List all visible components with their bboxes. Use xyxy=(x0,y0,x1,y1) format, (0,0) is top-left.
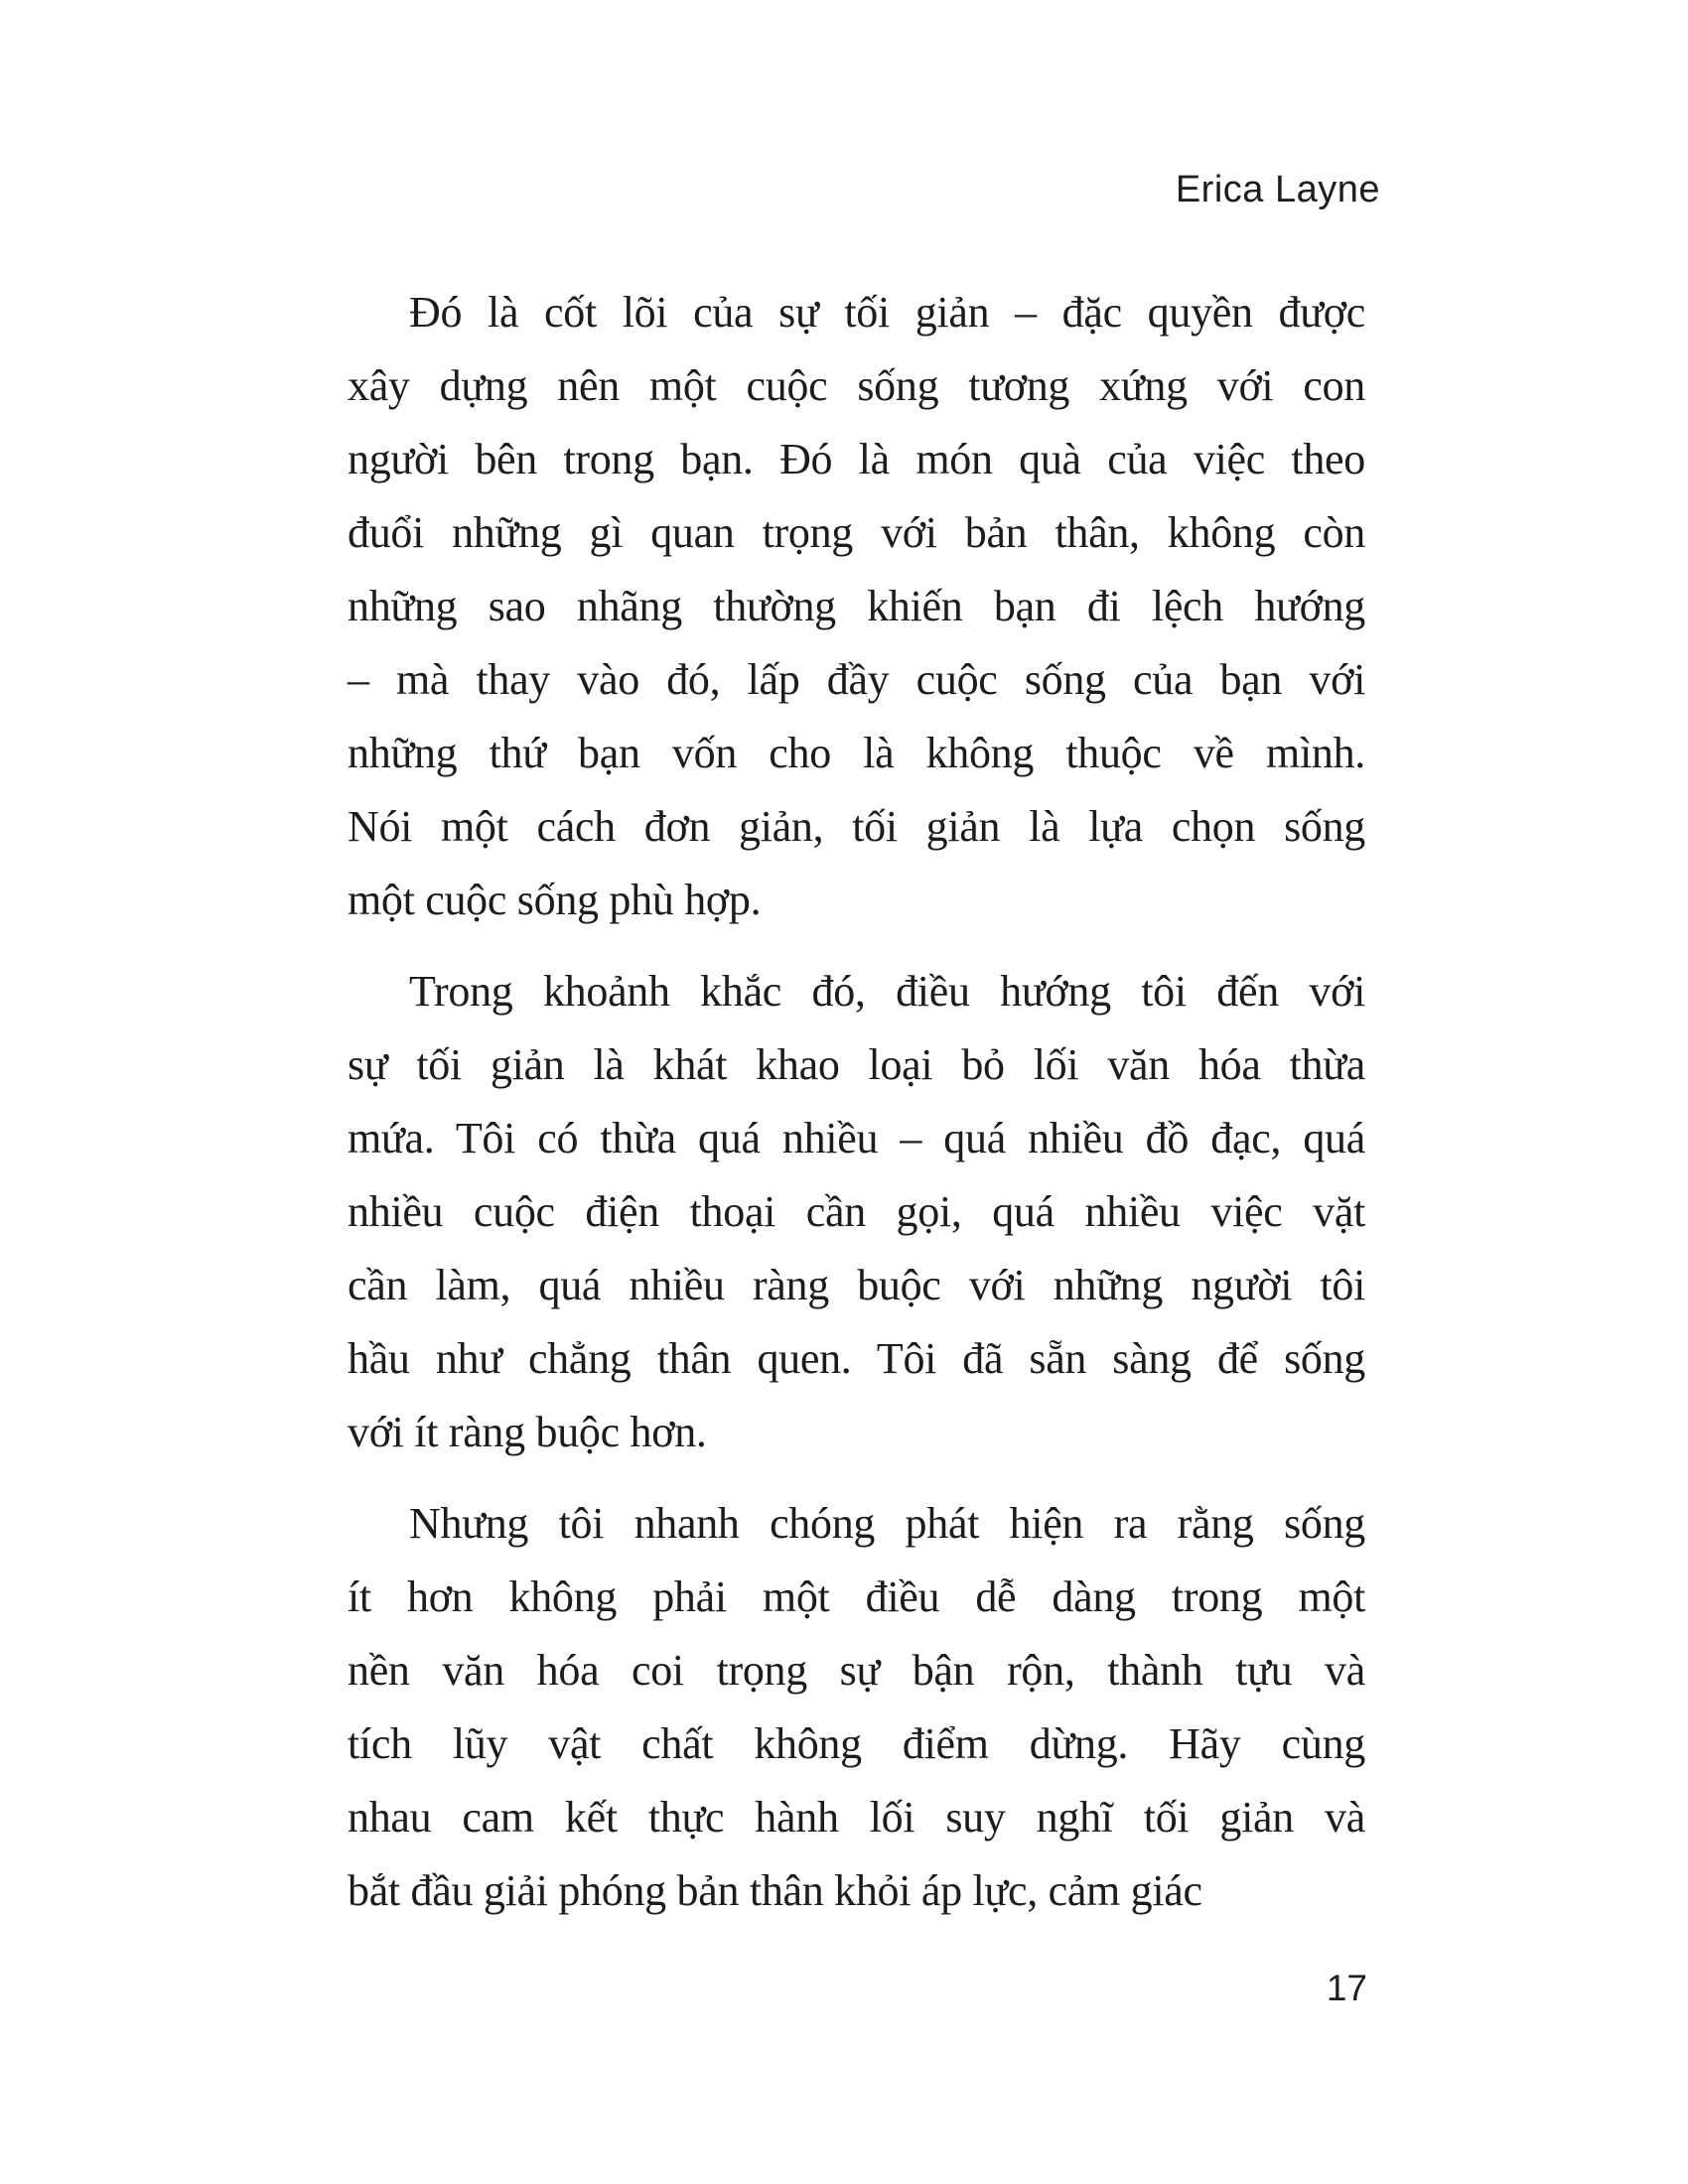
text-line: những sao nhãng thường khiến bạn đi lệch hướng xyxy=(348,582,1365,630)
text-line: – mà thay vào đó, lấp đầy cuộc sống của bạn với xyxy=(348,655,1365,704)
text-line: ít hơn không phải một điều dễ dàng trong một xyxy=(348,1572,1365,1621)
text-line: Trong khoảnh khắc đó, điều hướng tôi đến với xyxy=(409,967,1365,1016)
text-line: đuổi những gì quan trọng với bản thân, không còn xyxy=(348,508,1365,557)
text-line: sự tối giản là khát khao loại bỏ lối văn hóa thừa xyxy=(348,1040,1365,1089)
text-line: nhau cam kết thực hành lối suy nghĩ tối giản và xyxy=(348,1793,1365,1842)
text-line: Nhưng tôi nhanh chóng phát hiện ra rằng sống xyxy=(409,1499,1365,1548)
text-line: nền văn hóa coi trọng sự bận rộn, thành tựu và xyxy=(348,1646,1365,1695)
text-line: bắt đầu giải phóng bản thân khỏi áp lực, cảm giác xyxy=(348,1866,1202,1915)
text-line: một cuộc sống phù hợp. xyxy=(348,876,762,924)
page-number: 17 xyxy=(1326,1968,1367,2008)
text-line: xây dựng nên một cuộc sống tương xứng với con xyxy=(348,361,1365,410)
text-line: cần làm, quá nhiều ràng buộc với những người tôi xyxy=(348,1261,1365,1309)
text-line: Đó là cốt lõi của sự tối giản – đặc quyền được xyxy=(409,288,1365,337)
paragraph xyxy=(348,1487,1365,1928)
text-line: mứa. Tôi có thừa quá nhiều – quá nhiều đồ đạc, quá xyxy=(348,1114,1365,1162)
body-text xyxy=(348,276,1365,1946)
text-line: nhiều cuộc điện thoại cần gọi, quá nhiều việc vặt xyxy=(348,1187,1365,1236)
text-line: người bên trong bạn. Đó là món quà của việc theo xyxy=(348,435,1365,483)
text-line: với ít ràng buộc hơn. xyxy=(348,1408,707,1456)
paragraph xyxy=(348,955,1365,1469)
text-line: Nói một cách đơn giản, tối giản là lựa chọn sống xyxy=(348,802,1365,851)
paragraph xyxy=(348,276,1365,937)
text-line: hầu như chẳng thân quen. Tôi đã sẵn sàng để sống xyxy=(348,1334,1365,1383)
running-header-author: Erica Layne xyxy=(1175,169,1380,210)
text-line: tích lũy vật chất không điểm dừng. Hãy cùng xyxy=(348,1719,1365,1768)
text-line: những thứ bạn vốn cho là không thuộc về mình. xyxy=(348,729,1365,777)
